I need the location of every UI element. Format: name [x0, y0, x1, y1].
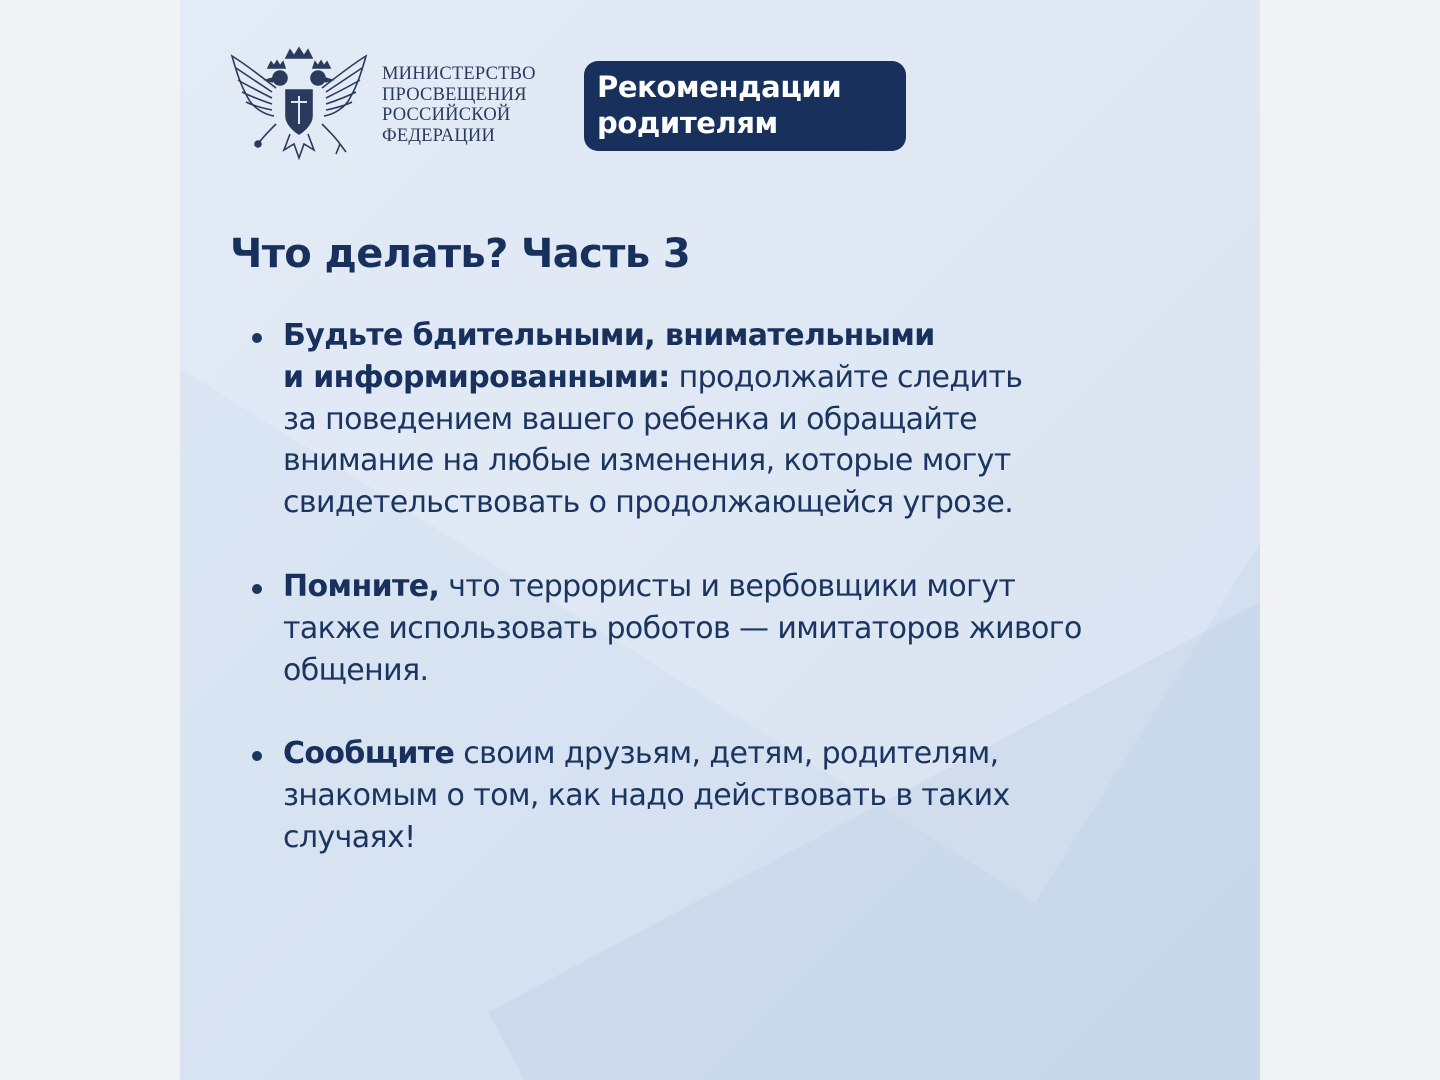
recommendations-badge: [584, 61, 906, 151]
item-line: [283, 315, 1183, 357]
item-text: своим друзьям, детям, родителям,: [454, 736, 999, 772]
bullet-icon: [252, 584, 262, 594]
item-text: что террористы и вербовщики могут: [439, 568, 1016, 604]
info-card: [180, 0, 1260, 1080]
ministry-line: ПРОСВЕЩЕНИЯ: [382, 84, 527, 105]
item-text: общения.: [283, 652, 429, 688]
badge-line: Рекомендации: [597, 70, 842, 104]
item-bold-text: Помните,: [283, 568, 440, 604]
item-text: случаях!: [283, 819, 416, 855]
list-item: [283, 315, 1183, 524]
item-line: [283, 650, 1183, 692]
bullet-icon: [252, 333, 262, 343]
item-line: [283, 482, 1183, 524]
item-line: [283, 817, 1183, 859]
item-line: [283, 440, 1183, 482]
ministry-line: РОССИЙСКОЙ: [382, 105, 511, 125]
list-item: [283, 733, 1183, 858]
ministry-name: [382, 64, 536, 146]
item-text: продолжайте следить: [669, 359, 1023, 395]
ministry-line: ФЕДЕРАЦИИ: [382, 125, 495, 146]
ministry-line: МИНИСТЕРСТВО: [382, 64, 536, 84]
item-text: свидетельствовать о продолжающейся угрозе.: [283, 485, 1014, 521]
item-line: [283, 566, 1183, 608]
badge-line: родителям: [597, 106, 778, 140]
item-bold-text: Будьте бдительными, внимательными: [283, 318, 935, 353]
item-text: за поведением вашего ребенка и обращайте: [283, 401, 978, 437]
item-line: [283, 608, 1183, 650]
bullet-icon: [252, 751, 262, 761]
item-line: [283, 775, 1183, 817]
item-line: [283, 399, 1183, 441]
item-bold-text: Сообщите: [283, 736, 455, 772]
item-text: знакомым о том, как надо действовать в таких: [283, 778, 1010, 814]
item-bold-text: и информированными:: [283, 359, 670, 395]
item-line: [283, 733, 1183, 775]
recommendation-list: [283, 315, 1183, 901]
item-text: внимание на любые изменения, которые могут: [283, 443, 1011, 479]
coat-of-arms-icon: [228, 44, 370, 166]
item-text: также использовать роботов — имитаторов живого: [283, 610, 1082, 646]
list-item: [283, 566, 1183, 691]
item-line: [283, 357, 1183, 399]
page-title: Что делать? Часть 3: [230, 231, 691, 277]
